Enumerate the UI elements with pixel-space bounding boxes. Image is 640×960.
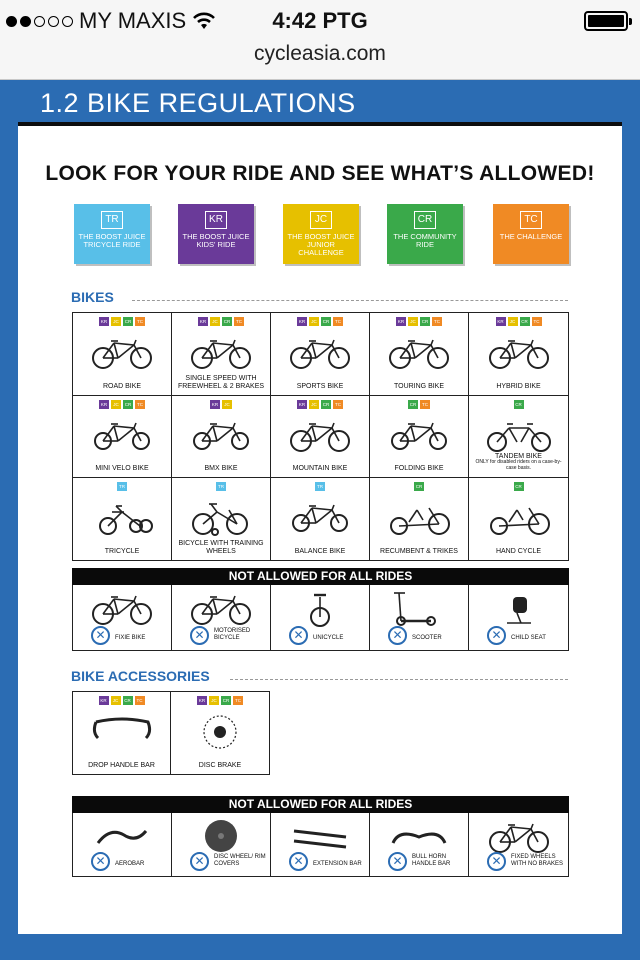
tag-kr: KR [198, 698, 206, 703]
bike-image [288, 333, 352, 371]
item-image [189, 589, 253, 627]
tag-tc: TC [137, 401, 143, 407]
tag-kr: KR [298, 319, 306, 324]
not-allowed-x-icon: ✕ [388, 626, 407, 645]
bike-image [288, 498, 352, 536]
item-image [288, 589, 352, 627]
tag-kr: KR [100, 401, 108, 407]
ride-tags [172, 482, 270, 491]
ride-tags [73, 317, 171, 326]
tag-tc: TC [422, 401, 428, 407]
bike-cell [469, 478, 568, 560]
tag-cr: CR [515, 401, 522, 407]
legend-name: THE CHALLENGE [499, 232, 563, 241]
tag-tr: TR [317, 484, 323, 490]
bike-cell [370, 478, 469, 560]
ride-tags [469, 317, 568, 326]
allowed-bikes-table [72, 312, 569, 561]
bikes-section-label: BIKES [71, 289, 114, 305]
not-allowed-label: CHILD SEAT [511, 635, 546, 641]
tag-jc: JC [309, 317, 319, 326]
bike-cell [469, 396, 568, 479]
not-allowed-x-icon: ✕ [190, 852, 209, 871]
not-allowed-label: AEROBAR [115, 861, 145, 867]
bike-label: SINGLE SPEED WITH FREEWHEEL & 2 BRAKES [177, 374, 265, 390]
carrier-name: MY MAXIS [79, 8, 187, 33]
not-allowed-x-icon: ✕ [289, 626, 308, 645]
tag-jc: JC [111, 317, 121, 326]
not-allowed-label: BULL HORN HANDLE BAR [412, 854, 451, 867]
tag-tc: TC [236, 319, 242, 324]
ride-tags [172, 317, 270, 326]
bike-image [288, 416, 352, 454]
not-allowed-accessories-table [72, 813, 569, 877]
legend-tc [493, 204, 569, 264]
not-allowed-label: EXTENSION BAR [313, 861, 362, 867]
allowed-accessories-table [72, 691, 270, 775]
legend-name: THE BOOST JUICE JUNIOR CHALLENGE [287, 232, 355, 257]
not-allowed-item [172, 813, 271, 876]
not-allowed-x-icon: ✕ [487, 626, 506, 645]
bike-label: ROAD BIKE [102, 382, 142, 390]
tag-tc: TC [434, 319, 440, 324]
not-allowed-item [271, 813, 370, 876]
not-allowed-item [271, 585, 370, 650]
legend-name: THE BOOST JUICE TRICYCLE RIDE [78, 232, 146, 249]
bike-cell [172, 478, 271, 560]
bike-image [387, 416, 451, 454]
url-text: cycleasia.com [254, 42, 386, 65]
bike-cell [172, 396, 271, 479]
not-allowed-label: UNICYCLE [313, 635, 344, 641]
tag-cr: CR [124, 698, 131, 703]
ride-tags [172, 400, 270, 409]
ride-tags [171, 696, 269, 705]
tag-tc: TC [335, 319, 341, 324]
legend-cr [387, 204, 463, 264]
bike-label: SPORTS BIKE [296, 382, 344, 390]
not-allowed-bikes-table [72, 585, 569, 651]
bike-label: MINI VELO BIKE [95, 465, 149, 473]
legend-jc [283, 204, 359, 264]
not-allowed-item [469, 585, 568, 650]
tag-tc: TC [533, 319, 540, 324]
tag-kr: KR [298, 401, 306, 407]
bike-label: BMX BIKE [204, 465, 238, 473]
accessory-image [90, 712, 154, 750]
tag-cr: CR [222, 698, 230, 703]
tag-jc: JC [209, 696, 219, 705]
item-image [90, 817, 154, 855]
accessory-label: DISC BRAKE [198, 762, 242, 769]
bike-cell [469, 313, 568, 396]
tag-cr: CR [421, 319, 429, 324]
legend-name: THE BOOST JUICE KIDS' RIDE [182, 232, 250, 249]
tag-kr: KR [397, 319, 405, 324]
tag-kr: KR [100, 698, 107, 703]
tag-cr: CR [415, 484, 423, 490]
item-image [387, 589, 451, 627]
legend-code: TC [520, 211, 542, 229]
bike-label: BICYCLE WITH TRAINING WHEELS [178, 540, 264, 555]
not-allowed-x-icon: ✕ [91, 852, 110, 871]
not-allowed-item [370, 585, 469, 650]
bike-label: MOUNTAIN BIKE [292, 465, 348, 473]
tag-tc: TC [235, 698, 241, 703]
legend-tr [74, 204, 150, 264]
tag-jc: JC [222, 400, 232, 409]
bike-cell [271, 313, 370, 396]
bike-image [387, 333, 451, 371]
tag-jc: JC [508, 317, 518, 326]
bike-label: BALANCE BIKE [294, 548, 346, 555]
bike-label: TANDEM BIKE [495, 453, 542, 461]
not-allowed-item [469, 813, 568, 876]
bike-label: RECUMBENT & TRIKES [380, 548, 458, 555]
item-image [288, 817, 352, 855]
legend-code: JC [310, 211, 332, 229]
not-allowed-item [73, 813, 172, 876]
accessory-label: DROP HANDLE BAR [88, 762, 155, 769]
tag-kr: KR [497, 319, 504, 324]
not-allowed-label: DISC WHEEL/ RIM COVERS [214, 854, 266, 867]
bike-label: HAND CYCLE [495, 548, 542, 555]
bike-cell [370, 313, 469, 396]
clock: 4:42 PTG [272, 8, 368, 33]
section-heading: 1.2 BIKE REGULATIONS [40, 88, 356, 118]
bike-cell [172, 313, 271, 396]
bike-image [189, 416, 253, 454]
tag-jc: JC [210, 317, 220, 326]
bike-image [387, 498, 451, 536]
tag-tc: TC [137, 319, 143, 324]
bike-image [90, 416, 154, 454]
ride-tags [469, 400, 568, 409]
accessory-cell [73, 692, 171, 774]
ride-tags [271, 482, 369, 491]
tag-tr: TR [119, 484, 125, 490]
accessory-image [188, 712, 252, 750]
ride-tags [370, 400, 468, 409]
tag-jc: JC [408, 317, 418, 326]
not-allowed-item [172, 585, 271, 650]
legend-name: THE COMMUNITY RIDE [393, 232, 457, 249]
tag-jc: JC [309, 400, 319, 409]
tag-tc: TC [335, 401, 341, 407]
not-allowed-accessories-title: NOT ALLOWED FOR ALL RIDES [72, 796, 569, 813]
not-allowed-x-icon: ✕ [91, 626, 110, 645]
address-bar[interactable] [0, 40, 640, 80]
bike-cell [73, 478, 172, 560]
tag-cr: CR [124, 319, 132, 324]
not-allowed-label: FIXIE BIKE [115, 635, 146, 641]
accessories-divider [230, 679, 568, 680]
tag-cr: CR [322, 401, 330, 407]
bikes-divider [132, 300, 568, 301]
tag-cr: CR [521, 319, 528, 324]
tag-kr: KR [199, 319, 207, 324]
not-allowed-x-icon: ✕ [388, 852, 407, 871]
tag-cr: CR [515, 484, 522, 490]
legend-code: KR [205, 211, 227, 229]
ride-tags [370, 317, 468, 326]
bike-note: ONLY for disabled riders on a case-by-case basis. [475, 459, 562, 472]
bike-cell [370, 396, 469, 479]
not-allowed-x-icon: ✕ [289, 852, 308, 871]
bike-cell [73, 313, 172, 396]
tag-cr: CR [223, 319, 231, 324]
legend-code: TR [101, 211, 123, 229]
bike-cell [73, 396, 172, 479]
item-image [90, 589, 154, 627]
not-allowed-item [73, 585, 172, 650]
tag-jc: JC [111, 696, 121, 705]
not-allowed-label: MOTORISED BICYCLE [214, 628, 251, 641]
item-image [487, 817, 551, 855]
bike-image [189, 498, 253, 536]
ride-tags [271, 317, 369, 326]
accessories-section-label: BIKE ACCESSORIES [71, 668, 210, 684]
bike-cell [271, 478, 370, 560]
bike-image [189, 333, 253, 371]
regulations-card [18, 122, 622, 934]
tag-cr: CR [409, 401, 417, 407]
tag-cr: CR [322, 319, 330, 324]
not-allowed-x-icon: ✕ [190, 626, 209, 645]
battery-icon [584, 11, 628, 31]
not-allowed-bikes-title: NOT ALLOWED FOR ALL RIDES [72, 568, 569, 585]
item-image [189, 817, 253, 855]
item-image [387, 817, 451, 855]
tag-kr: KR [100, 319, 108, 324]
bike-label: TRICYCLE [104, 548, 140, 555]
bike-label: HYBRID BIKE [496, 382, 541, 390]
status-bar [0, 0, 640, 40]
tag-cr: CR [124, 401, 132, 407]
ride-tags [73, 482, 171, 491]
bike-image [487, 333, 551, 371]
legend-kr [178, 204, 254, 264]
bike-label: TOURING BIKE [393, 382, 445, 390]
page-title: LOOK FOR YOUR RIDE AND SEE WHAT’S ALLOWED! [45, 162, 595, 185]
bike-label: FOLDING BIKE [394, 465, 444, 473]
not-allowed-label: SCOOTER [412, 635, 442, 641]
bike-image [90, 498, 154, 536]
not-allowed-x-icon: ✕ [487, 852, 506, 871]
not-allowed-label: FIXED WHEELS WITH NO BRAKES [511, 854, 564, 867]
ride-tags [73, 696, 170, 705]
item-image [487, 589, 551, 627]
ride-tags [370, 482, 468, 491]
bike-image [487, 498, 551, 536]
legend-code: CR [414, 211, 436, 229]
ride-tags [271, 400, 369, 409]
bike-image [487, 416, 551, 454]
tag-tr: TR [218, 484, 224, 490]
not-allowed-item [370, 813, 469, 876]
accessory-cell [171, 692, 269, 774]
tag-kr: KR [211, 401, 219, 407]
ride-tags [469, 482, 568, 491]
ride-tags [73, 400, 171, 409]
tag-jc: JC [111, 400, 121, 409]
bike-cell [271, 396, 370, 479]
bike-image [90, 333, 154, 371]
tag-tc: TC [136, 698, 143, 703]
